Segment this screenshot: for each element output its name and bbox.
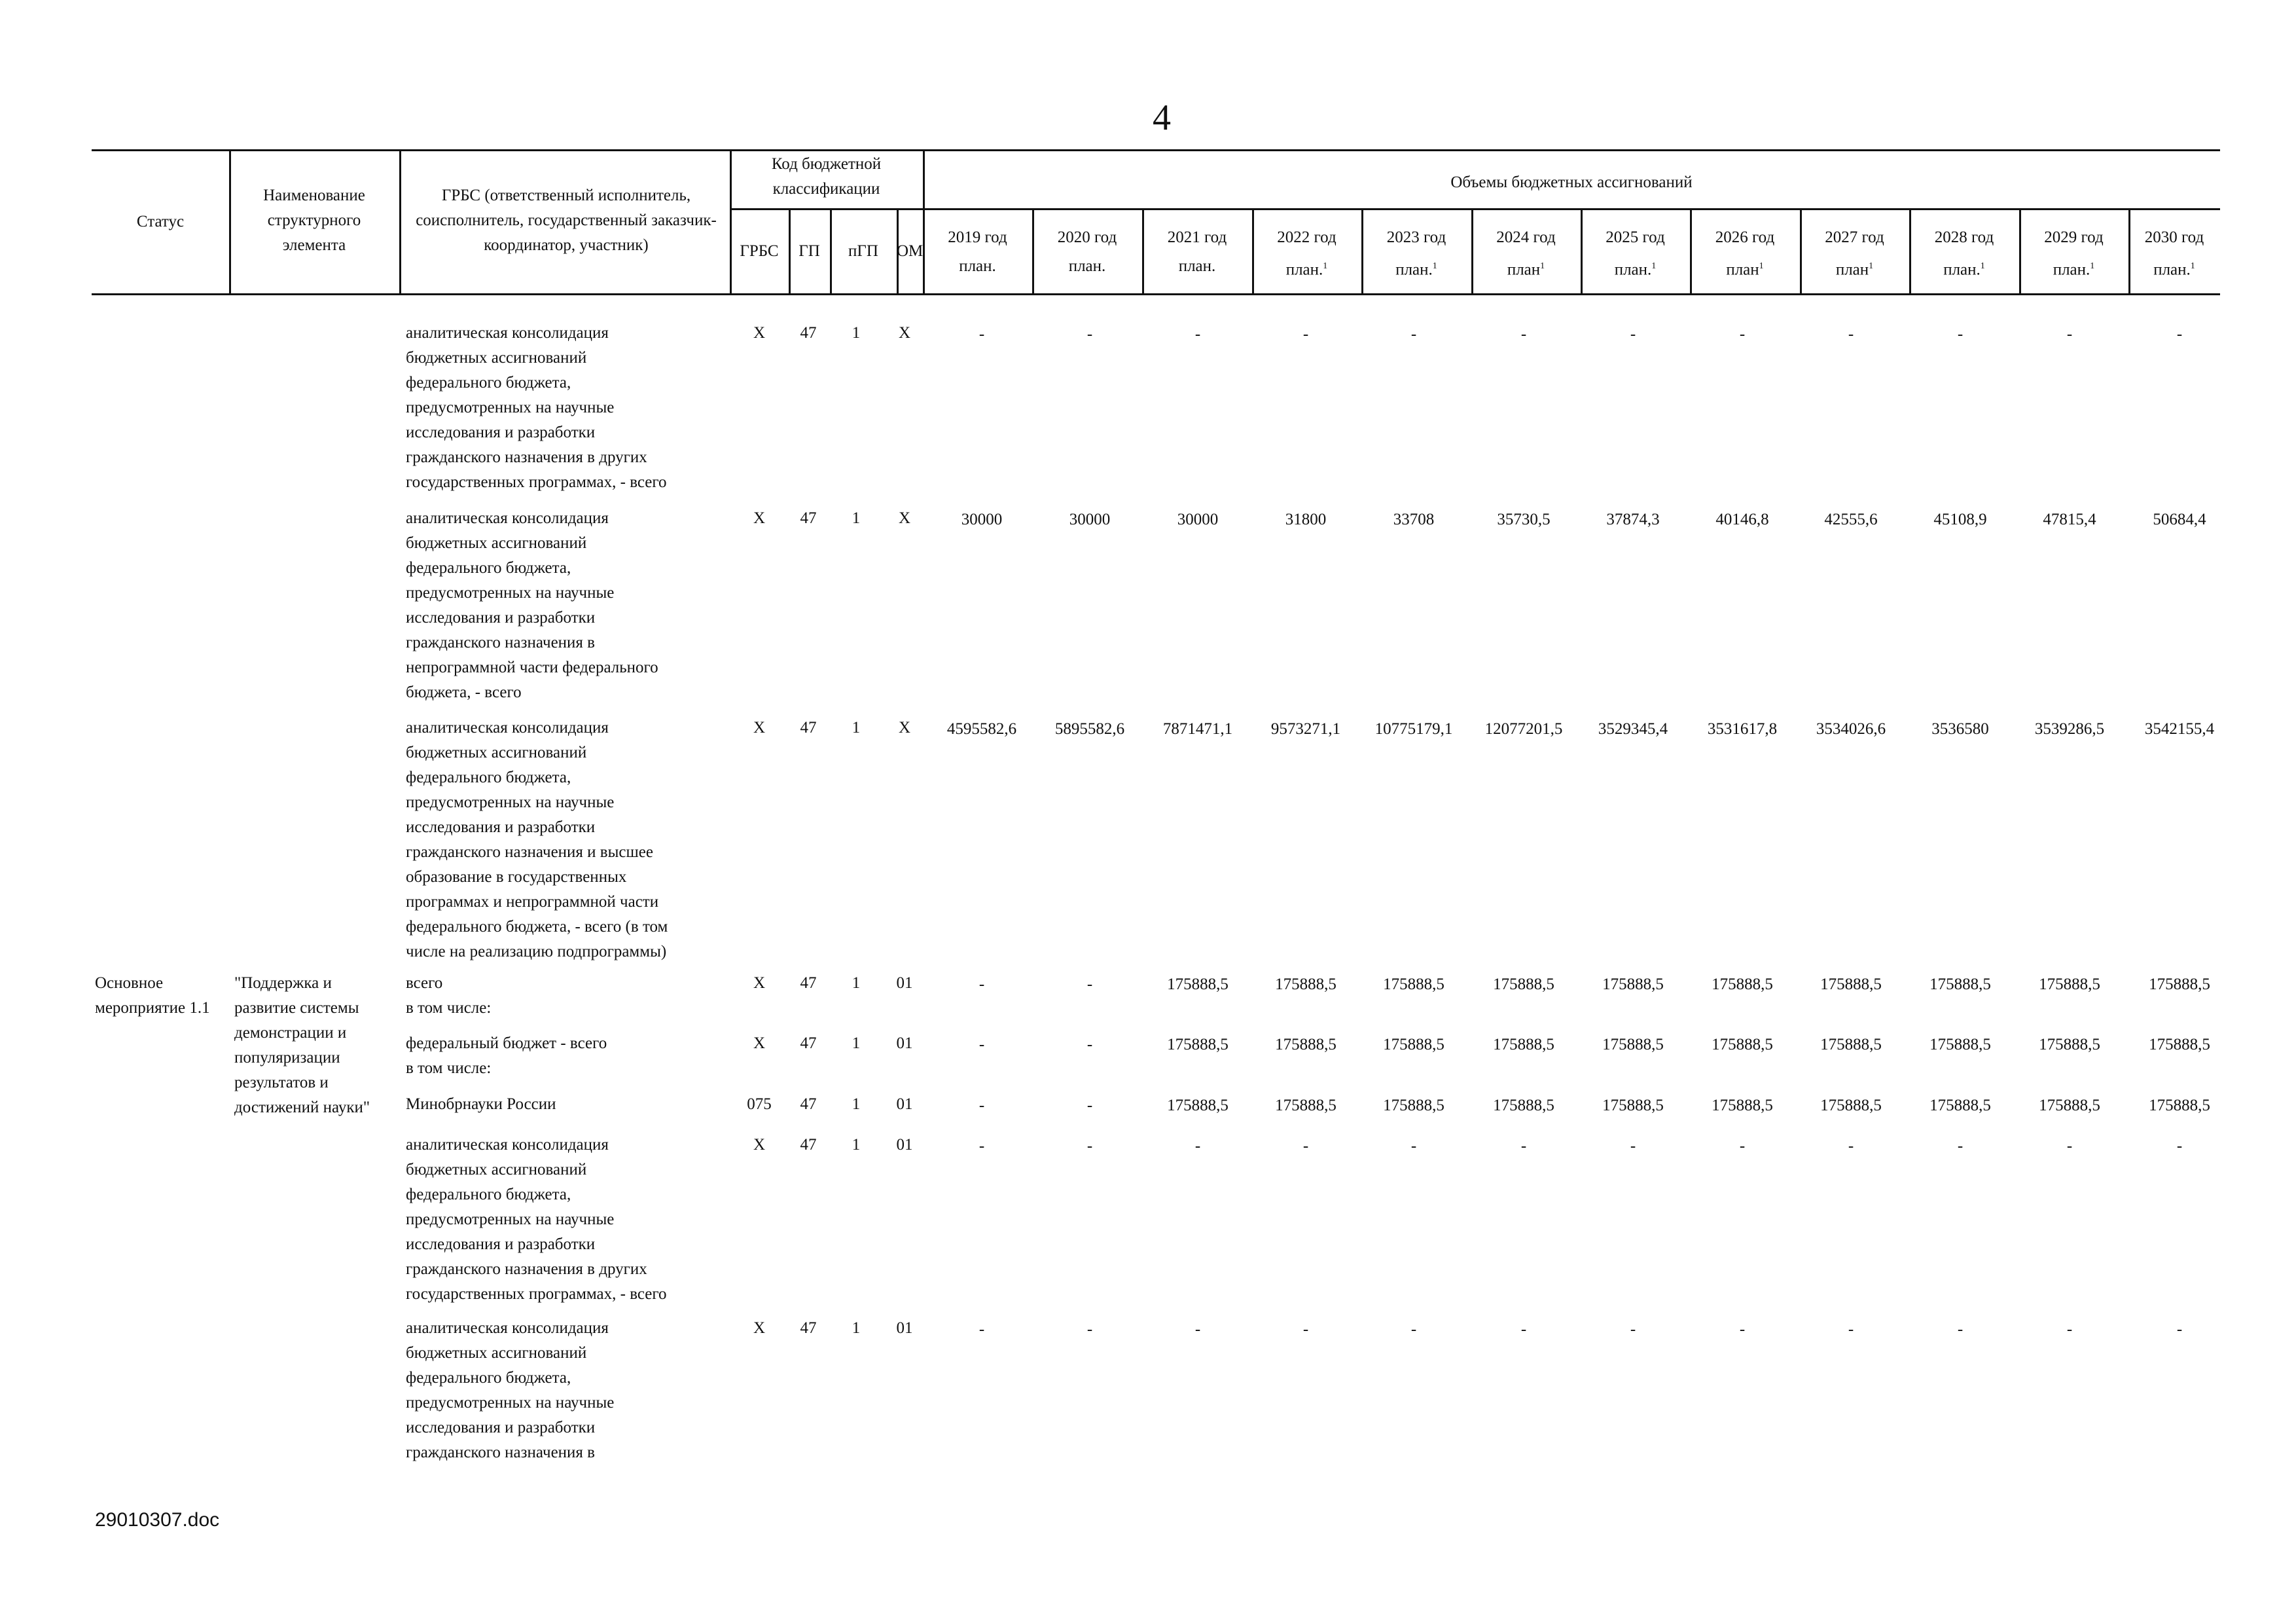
header-year-4: 2022 год (1277, 228, 1336, 246)
value-cell: - (1194, 1321, 1201, 1338)
value-cell: 47815,4 (2043, 511, 2096, 528)
header-year-11: 2029 год (2044, 228, 2104, 246)
row-description-line: бюджетных ассигнований (406, 1344, 587, 1362)
value-cell: - (978, 1097, 985, 1114)
footnote-mark: 1 (2090, 261, 2095, 271)
header-grbs: ГРБС (ответственный исполнитель, соисполнитель, государственный заказчик-координатор, участник) (416, 187, 717, 254)
value-cell: 175888,5 (1820, 1097, 1882, 1114)
year-column-divider (1032, 208, 1034, 293)
value-cell: 175888,5 (1383, 1097, 1444, 1114)
value-cell: 30000 (1069, 511, 1111, 528)
header-plan-label: план.$^1$ (2153, 261, 2195, 279)
value-cell: 175888,5 (1275, 1097, 1336, 1114)
value-cell: - (1957, 325, 1964, 343)
row-description-line: федеральный бюджет - всего (406, 1034, 607, 1052)
value-cell: - (1086, 1321, 1093, 1338)
row-description-line: бюджетных ассигнований (406, 534, 587, 552)
document-footer: 29010307.doc (95, 1509, 220, 1531)
row-description (406, 971, 720, 1021)
row-description (406, 1133, 720, 1307)
header-plan-label: план.$^1$ (1943, 261, 1985, 279)
value-cell: 4595582,6 (946, 720, 1017, 738)
row-description-line: Минобрнауки России (406, 1095, 556, 1113)
code-cell: 01 (896, 1319, 913, 1337)
row-description-line: аналитическая консолидация (406, 1319, 609, 1337)
code-cell: 1 (852, 1095, 861, 1113)
row-description-line: бюджета, - всего (406, 684, 522, 701)
element-line: популяризации (234, 1049, 340, 1067)
header-code-4: ОМ (897, 242, 924, 260)
value-cell: - (1194, 1137, 1201, 1155)
header-plan-label: план$^1$ (1726, 261, 1764, 279)
code-cell: 01 (896, 1136, 913, 1154)
row-description (406, 1092, 720, 1117)
value-cell: - (1302, 325, 1309, 343)
value-cell: 3531617,8 (1707, 720, 1778, 738)
value-cell: - (1630, 325, 1636, 343)
value-cell: - (978, 1036, 985, 1053)
value-cell: 175888,5 (1275, 1036, 1336, 1053)
code-cell: 01 (896, 1095, 913, 1113)
footnote-mark: 1 (1980, 261, 1985, 271)
header-plan-label: план. (1068, 257, 1106, 275)
row-description (406, 506, 720, 705)
row-description-line: числе на реализацию подпрограммы) (406, 943, 667, 960)
code-cell: 075 (747, 1095, 772, 1113)
value-cell: - (1957, 1137, 1964, 1155)
header-year-3: 2021 год (1167, 228, 1227, 246)
header-year-10: 2028 год (1934, 228, 1994, 246)
value-cell: 175888,5 (1820, 1036, 1882, 1053)
value-cell: 175888,5 (1712, 976, 1773, 993)
value-cell: - (1739, 1137, 1746, 1155)
code-cell: X (898, 509, 911, 527)
value-cell: - (1410, 1137, 1417, 1155)
value-cell: 175888,5 (1712, 1097, 1773, 1114)
header-column-divider (229, 149, 231, 293)
value-cell: 175888,5 (1929, 1097, 1991, 1114)
value-cell: 40146,8 (1715, 511, 1769, 528)
value-cell: - (1086, 976, 1093, 993)
value-cell: 30000 (1177, 511, 1219, 528)
value-cell: - (1086, 1097, 1093, 1114)
row-description-line: государственных программах, - всего (406, 1285, 667, 1303)
value-cell: 3542155,4 (2144, 720, 2215, 738)
header-column-divider (730, 149, 732, 293)
row-description-line: гражданского назначения в других (406, 1260, 647, 1278)
value-cell: 3536580 (1931, 720, 1989, 738)
value-cell: - (1848, 1321, 1854, 1338)
value-cell: 9573271,1 (1270, 720, 1341, 738)
value-cell: - (2066, 1321, 2073, 1338)
row-description-line: бюджетных ассигнований (406, 349, 587, 367)
value-cell: - (2176, 325, 2183, 343)
header-plan-label: план$^1$ (1507, 261, 1545, 279)
row-description-line: гражданского назначения в других (406, 448, 647, 466)
value-cell: 3529345,4 (1598, 720, 1668, 738)
value-cell: 3539286,5 (2034, 720, 2105, 738)
value-cell: - (1086, 325, 1093, 343)
row-description-line: аналитическая консолидация (406, 1136, 609, 1154)
value-cell: - (1848, 1137, 1854, 1155)
row-description-line: предусмотренных на научные (406, 1211, 615, 1228)
value-cell: - (2176, 1321, 2183, 1338)
row-description-line: аналитическая консолидация (406, 509, 609, 527)
code-cell: X (753, 1136, 766, 1154)
value-cell: 175888,5 (1602, 1097, 1664, 1114)
row-description (406, 321, 720, 495)
value-cell: 3534026,6 (1816, 720, 1886, 738)
row-description-line: исследования и разработки (406, 1235, 596, 1253)
value-cell: 175888,5 (1602, 976, 1664, 993)
row-description-line: исследования и разработки (406, 1419, 596, 1436)
value-cell: 175888,5 (1820, 976, 1882, 993)
code-cell: X (753, 324, 766, 342)
row-description-line: всего (406, 974, 443, 992)
row-description-line: предусмотренных на научные (406, 1394, 615, 1412)
value-cell: 37874,3 (1606, 511, 1660, 528)
header-code-3: пГП (848, 242, 878, 260)
row-description-line: исследования и разработки (406, 609, 596, 627)
code-cell: X (753, 509, 766, 527)
header-code-2: ГП (798, 242, 820, 260)
row-description-line: федерального бюджета, (406, 769, 571, 786)
value-cell: - (1739, 325, 1746, 343)
value-cell: 175888,5 (2149, 1097, 2210, 1114)
header-plan-label: план. (959, 257, 996, 275)
value-cell: - (1410, 1321, 1417, 1338)
header-status: Статус (136, 213, 185, 230)
row-description-line: федерального бюджета, (406, 1369, 571, 1387)
value-cell: - (1520, 1137, 1527, 1155)
row-description-line: гражданского назначения в (406, 1444, 595, 1461)
code-cell: 1 (852, 719, 861, 737)
value-cell: 45108,9 (1933, 511, 1987, 528)
footnote-mark: 1 (2190, 261, 2195, 271)
value-cell: 35730,5 (1497, 511, 1551, 528)
code-cell: X (898, 324, 911, 342)
code-cell: X (753, 719, 766, 737)
row-description-line: бюджетных ассигнований (406, 744, 587, 761)
value-cell: - (1739, 1321, 1746, 1338)
row-description (406, 1031, 720, 1081)
header-plan-label: план. (1178, 257, 1216, 275)
header-bottom-rule (92, 293, 2220, 295)
header-plan-label: план.$^1$ (1614, 261, 1657, 279)
header-column-divider (399, 149, 401, 293)
code-cell: X (753, 1319, 766, 1337)
header-code-group: Код бюджетной классификации (771, 155, 882, 198)
value-cell: 12077201,5 (1484, 720, 1563, 738)
code-cell: X (753, 974, 766, 992)
value-cell: - (1410, 325, 1417, 343)
row-description-line: образование в государственных (406, 868, 627, 886)
footnote-mark: 1 (1540, 261, 1545, 271)
value-cell: - (978, 325, 985, 343)
value-cell: 175888,5 (1929, 976, 1991, 993)
value-cell: - (1957, 1321, 1964, 1338)
header-volumes-group: Объемы бюджетных ассигнований (1450, 173, 1693, 191)
value-cell: 175888,5 (2039, 1097, 2100, 1114)
value-cell: - (1630, 1321, 1636, 1338)
value-cell: - (2176, 1137, 2183, 1155)
header-top-rule (92, 149, 2220, 151)
row-description-line: в том числе: (406, 999, 492, 1017)
row-description (406, 716, 720, 964)
code-cell: 47 (800, 974, 817, 992)
footnote-mark: 1 (1323, 261, 1328, 271)
header-plan-label: план$^1$ (1835, 261, 1874, 279)
code-cell: 1 (852, 1034, 861, 1052)
code-cell: X (753, 1034, 766, 1052)
value-cell: 175888,5 (1712, 1036, 1773, 1053)
header-year-8: 2026 год (1715, 228, 1775, 246)
row-description-line: федерального бюджета, (406, 1186, 571, 1203)
value-cell: 175888,5 (1493, 1036, 1554, 1053)
value-cell: 175888,5 (1167, 976, 1229, 993)
row-description-line: бюджетных ассигнований (406, 1161, 587, 1178)
code-cell: 1 (852, 974, 861, 992)
value-cell: - (1194, 325, 1201, 343)
value-cell: - (978, 1321, 985, 1338)
code-group-rule (730, 208, 923, 210)
value-cell: - (1520, 325, 1527, 343)
value-cell: 175888,5 (1383, 1036, 1444, 1053)
value-cell: 175888,5 (1929, 1036, 1991, 1053)
row-description-line: предусмотренных на научные (406, 793, 615, 811)
row-description-line: исследования и разработки (406, 818, 596, 836)
row-description-line: гражданского назначения в (406, 634, 595, 651)
element-line: развитие системы (234, 999, 359, 1017)
code-cell: 47 (800, 1095, 817, 1113)
volumes-group-rule (923, 208, 2220, 210)
status-line: Основное (95, 974, 164, 992)
header-plan-label: план.$^1$ (1395, 261, 1437, 279)
value-cell: 175888,5 (1167, 1036, 1229, 1053)
element-line: демонстрации и (234, 1024, 347, 1042)
value-cell: - (1848, 325, 1854, 343)
value-cell: 33708 (1393, 511, 1435, 528)
code-cell: 47 (800, 1319, 817, 1337)
row-description-line: аналитическая консолидация (406, 719, 609, 737)
footnote-mark: 1 (1869, 261, 1874, 271)
value-cell: 175888,5 (2039, 976, 2100, 993)
footnote-mark: 1 (1651, 261, 1657, 271)
code-cell: 1 (852, 324, 861, 342)
value-cell: 175888,5 (1602, 1036, 1664, 1053)
value-cell: - (1520, 1321, 1527, 1338)
code-cell: 1 (852, 1136, 861, 1154)
value-cell: - (978, 976, 985, 993)
element-line: достижений науки" (234, 1099, 370, 1116)
row-description-line: федерального бюджета, (406, 374, 571, 392)
code-cell: 47 (800, 509, 817, 527)
header-year-9: 2027 год (1825, 228, 1884, 246)
header-year-12: 2030 год (2144, 228, 2204, 246)
row-description-line: государственных программах, - всего (406, 473, 667, 491)
header-year-6: 2024 год (1496, 228, 1556, 246)
header-plan-label: план.$^1$ (1285, 261, 1328, 279)
code-cell: 47 (800, 1034, 817, 1052)
value-cell: - (1302, 1321, 1309, 1338)
row-description-line: непрограммной части федерального (406, 659, 658, 676)
footnote-mark: 1 (1759, 261, 1764, 271)
row-description-line: аналитическая консолидация (406, 324, 609, 342)
header-year-1: 2019 год (948, 228, 1007, 246)
row-description-line: в том числе: (406, 1059, 492, 1077)
code-cell: 01 (896, 974, 913, 992)
value-cell: 175888,5 (1493, 1097, 1554, 1114)
element-line: "Поддержка и (234, 974, 332, 992)
value-cell: 10775179,1 (1374, 720, 1453, 738)
value-cell: - (1630, 1137, 1636, 1155)
row-description-line: предусмотренных на научные (406, 584, 615, 602)
code-cell: 1 (852, 1319, 861, 1337)
row-description (406, 1316, 720, 1465)
value-cell: - (1086, 1036, 1093, 1053)
header-structural-element: Наименование структурного элемента (263, 187, 365, 254)
value-cell: - (2066, 1137, 2073, 1155)
value-cell: - (1302, 1137, 1309, 1155)
header-plan-label: план.$^1$ (2053, 261, 2095, 279)
code-cell: 47 (800, 719, 817, 737)
header-year-7: 2025 год (1605, 228, 1665, 246)
code-cell: 47 (800, 324, 817, 342)
header-year-5: 2023 год (1386, 228, 1446, 246)
value-cell: 7871471,1 (1162, 720, 1233, 738)
value-cell: 175888,5 (1275, 976, 1336, 993)
page-number: 4 (1153, 98, 1171, 138)
value-cell: - (978, 1137, 985, 1155)
value-cell: 175888,5 (1383, 976, 1444, 993)
code-cell: 1 (852, 509, 861, 527)
value-cell: 175888,5 (2039, 1036, 2100, 1053)
value-cell: 42555,6 (1824, 511, 1878, 528)
year-column-divider (1142, 208, 1144, 293)
row-description-line: федерального бюджета, - всего (в том (406, 918, 668, 936)
row-description-line: гражданского назначения и высшее (406, 843, 653, 861)
value-cell: 50684,4 (2153, 511, 2206, 528)
value-cell: 30000 (961, 511, 1003, 528)
value-cell: - (1086, 1137, 1093, 1155)
value-cell: 31800 (1285, 511, 1327, 528)
code-cell: X (898, 719, 911, 737)
footnote-mark: 1 (1432, 261, 1437, 271)
row-description-line: программах и непрограммной части (406, 893, 659, 911)
value-cell: 175888,5 (1493, 976, 1554, 993)
header-year-2: 2020 год (1057, 228, 1117, 246)
row-description-line: предусмотренных на научные (406, 399, 615, 416)
value-cell: 175888,5 (2149, 976, 2210, 993)
header-code-1: ГРБС (740, 242, 779, 260)
element-line: результатов и (234, 1074, 329, 1091)
value-cell: - (2066, 325, 2073, 343)
code-cell: 47 (800, 1136, 817, 1154)
row-description-line: исследования и разработки (406, 424, 596, 441)
value-cell: 175888,5 (1167, 1097, 1229, 1114)
value-cell: 5895582,6 (1054, 720, 1125, 738)
status-line: мероприятие 1.1 (95, 999, 210, 1017)
value-cell: 175888,5 (2149, 1036, 2210, 1053)
code-cell: 01 (896, 1034, 913, 1052)
row-description-line: федерального бюджета, (406, 559, 571, 577)
